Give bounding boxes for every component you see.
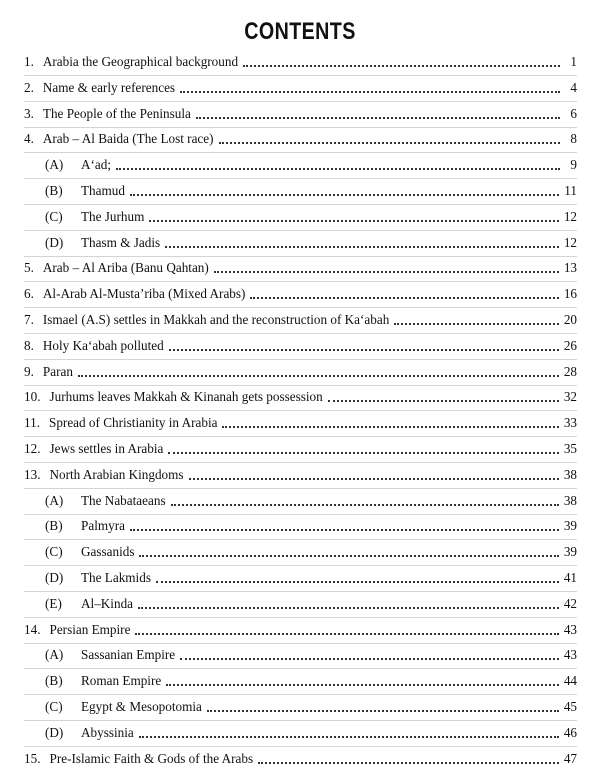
entry-title: Egypt & Mesopotomia: [81, 699, 202, 714]
entry-title: North Arabian Kingdoms: [49, 466, 184, 482]
entry-letter: (A): [45, 492, 64, 508]
entry-page-number: 38: [563, 466, 577, 482]
entry-title: Sassanian Empire: [81, 647, 176, 663]
dot-leader: [166, 684, 559, 686]
entry-letter: (D): [45, 724, 64, 740]
entry-title: Persian Empire: [49, 621, 131, 637]
entry-letter: (A): [45, 647, 64, 663]
dot-leader: [394, 323, 558, 325]
entry-page-number: 42: [563, 595, 577, 611]
entry-page-number: 35: [563, 441, 577, 456]
entry-page-number: 26: [563, 337, 577, 353]
toc-subentry: [45, 669, 577, 689]
entry-title: The Jurhum: [81, 208, 145, 224]
entry-letter: (D): [45, 234, 64, 250]
dot-leader: [130, 194, 559, 196]
entry-letter: (C): [45, 699, 63, 714]
entry-number: 13.: [24, 466, 41, 482]
entry-page-number: 39: [563, 544, 577, 560]
dot-leader: [207, 710, 559, 712]
entry-letter: (A): [45, 157, 64, 173]
entry-title: Abyssinia: [81, 724, 134, 740]
entry-page-number: 32: [563, 389, 577, 405]
entry-title: Arab – Al Baida (The Lost race): [42, 131, 214, 147]
entry-title: Gassanids: [81, 544, 135, 560]
toc-subentry: [45, 695, 577, 715]
entry-letter: (E): [45, 595, 62, 611]
dot-leader: [130, 529, 559, 531]
dot-leader: [250, 297, 558, 299]
entry-page-number: 6: [570, 105, 577, 121]
entry-number: 1.: [24, 54, 34, 69]
toc-entry: [24, 463, 577, 483]
entry-title: The Lakmids: [81, 570, 151, 585]
entry-number: 9.: [24, 363, 34, 379]
entry-title: Al–Kinda: [81, 595, 134, 611]
toc-subentry: [45, 721, 577, 741]
entry-letter: (C): [45, 544, 63, 560]
entry-page-number: 47: [563, 750, 577, 766]
entry-page-number: 28: [563, 363, 577, 379]
entry-number: 8.: [24, 337, 34, 353]
toc-subentry: [45, 643, 577, 663]
entry-title: Al-Arab Al-Musta’riba (Mixed Arabs): [42, 286, 246, 302]
dot-leader: [328, 400, 559, 402]
entry-number: 12.: [24, 441, 41, 456]
page-title: CONTENTS: [244, 18, 356, 45]
entry-page-number: 20: [563, 312, 577, 327]
entry-number: 7.: [24, 312, 34, 327]
dot-leader: [139, 736, 559, 738]
entry-number: 10.: [24, 389, 41, 405]
entry-number: 14.: [24, 621, 41, 637]
dot-leader: [171, 504, 559, 506]
entry-number: 5.: [24, 260, 34, 276]
entry-title: Arab – Al Ariba (Banu Qahtan): [42, 260, 209, 276]
toc-entry: [24, 437, 577, 457]
dot-leader: [180, 658, 559, 660]
entry-page-number: 11: [564, 183, 577, 198]
entry-title: Spread of Christianity in Arabia: [49, 415, 218, 431]
entry-title: Pre-Islamic Faith & Gods of the Arabs: [49, 750, 254, 766]
entry-page-number: 8: [570, 131, 577, 147]
entry-title: Paran: [42, 363, 73, 379]
entry-page-number: 45: [563, 699, 577, 714]
entry-page-number: 12: [563, 208, 577, 224]
toc-subentry: [45, 231, 577, 251]
toc-subentry: [45, 566, 577, 586]
entry-number: 11.: [24, 415, 40, 431]
toc-entry: [24, 334, 577, 354]
entry-title: Palmyra: [81, 518, 125, 534]
entry-page-number: 9: [570, 157, 577, 173]
entry-page-number: 43: [563, 647, 577, 663]
entry-title: Arabia the Geographical background: [42, 54, 239, 69]
toc-entry: [24, 282, 577, 302]
entry-page-number: 16: [563, 286, 577, 302]
toc-entry: [24, 308, 577, 328]
dot-leader: [139, 555, 558, 557]
dot-leader: [135, 633, 558, 635]
dot-leader: [196, 117, 560, 119]
entry-page-number: 12: [563, 234, 577, 250]
dot-leader: [180, 91, 560, 93]
entry-page-number: 46: [563, 724, 577, 740]
toc-subentry: [45, 205, 577, 225]
toc-entry: [24, 127, 577, 147]
toc-subentry: [45, 179, 577, 199]
entry-letter: (B): [45, 183, 63, 198]
entry-letter: (D): [45, 570, 64, 585]
entry-number: 15.: [24, 750, 41, 766]
toc-subentry: [45, 540, 577, 560]
entry-title: A‘ad;: [81, 157, 112, 173]
entry-letter: (C): [45, 208, 63, 224]
dot-leader: [165, 246, 559, 248]
entry-title: Jews settles in Arabia: [49, 441, 164, 456]
entry-page-number: 43: [563, 621, 577, 637]
toc-subentry: [45, 592, 577, 612]
toc-entry: [24, 385, 577, 405]
entry-title: Thasm & Jadis: [81, 234, 161, 250]
toc-entry: [24, 256, 577, 276]
entry-page-number: 13: [563, 260, 577, 276]
toc-entry: [24, 50, 577, 70]
toc-entry: [24, 618, 577, 638]
dot-leader: [243, 65, 560, 67]
entry-number: 4.: [24, 131, 34, 147]
entry-page-number: 38: [563, 492, 577, 508]
dot-leader: [156, 581, 559, 583]
dot-leader: [78, 375, 559, 377]
toc-entry: [24, 411, 577, 431]
dot-leader: [222, 426, 558, 428]
dot-leader: [116, 168, 560, 170]
entry-letter: (B): [45, 673, 63, 689]
entry-page-number: 4: [570, 79, 577, 95]
dot-leader: [219, 142, 560, 144]
entry-page-number: 1: [570, 54, 577, 69]
entry-title: Jurhums leaves Makkah & Kinanah gets possession: [49, 389, 323, 405]
toc-subentry: [45, 489, 577, 509]
toc-subentry: [45, 153, 577, 173]
dot-leader: [149, 220, 558, 222]
dot-leader: [168, 452, 558, 454]
toc-entry: [24, 747, 577, 767]
entry-title: The People of the Peninsula: [42, 105, 191, 121]
entry-number: 2.: [24, 79, 34, 95]
toc-entry: [24, 102, 577, 122]
entry-title: Name & early references: [42, 79, 176, 95]
entry-title: Roman Empire: [81, 673, 162, 689]
toc-entry: [24, 360, 577, 380]
dot-leader: [189, 478, 559, 480]
entry-page-number: 33: [563, 415, 577, 431]
toc-entry: [24, 76, 577, 96]
entry-page-number: 39: [563, 518, 577, 534]
entry-title: The Nabataeans: [81, 492, 166, 508]
entry-title: Ismael (A.S) settles in Makkah and the reconstruction of Ka‘abah: [42, 312, 390, 327]
dot-leader: [138, 607, 559, 609]
entry-number: 3.: [24, 105, 34, 121]
entry-page-number: 41: [563, 570, 577, 585]
entry-page-number: 44: [563, 673, 577, 689]
entry-letter: (B): [45, 518, 63, 534]
entry-title: Holy Ka‘abah polluted: [42, 337, 164, 353]
dot-leader: [214, 271, 559, 273]
dot-leader: [258, 762, 559, 764]
entry-title: Thamud: [81, 183, 125, 198]
dot-leader: [169, 349, 559, 351]
toc-subentry: [45, 514, 577, 534]
entry-number: 6.: [24, 286, 34, 302]
